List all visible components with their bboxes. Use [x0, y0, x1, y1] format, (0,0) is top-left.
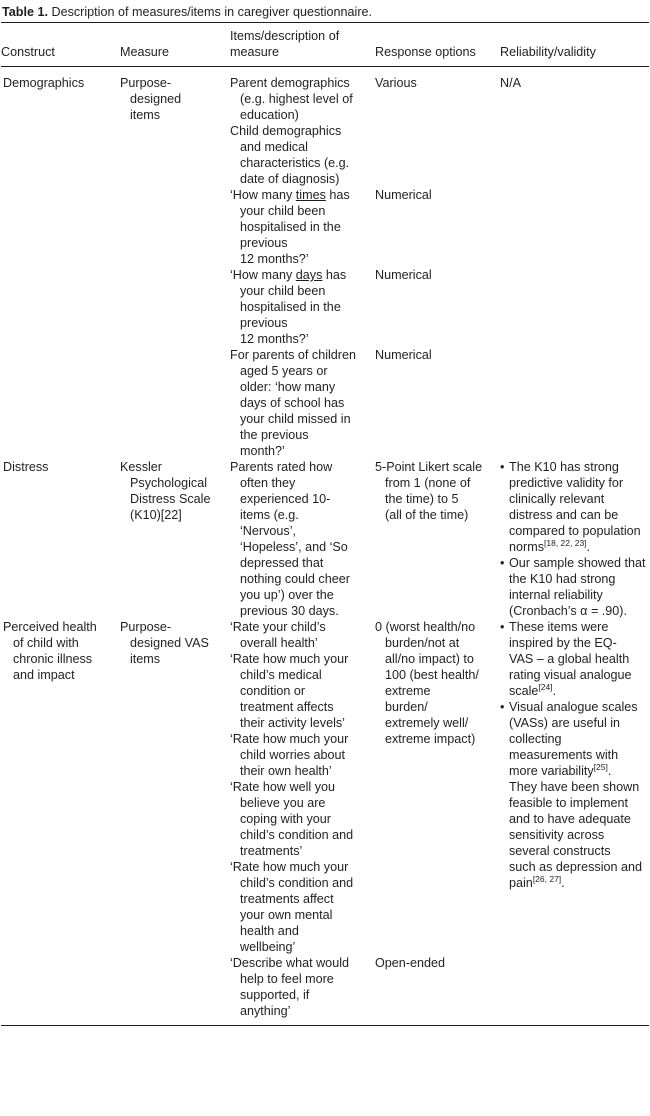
measures-table: [1, 22, 649, 1026]
construct-cell: Distress: [3, 460, 49, 474]
item-cell: ‘Rate how well you believe you are coping with your child’s condition and treatments’: [230, 780, 354, 858]
response-cell: Numerical: [375, 348, 432, 362]
construct-cell: Perceived health of child with chronic illness and impact: [3, 620, 97, 682]
item-cell: Child demographics and medical characteristics (e.g. date of diagnosis): [230, 124, 350, 186]
table-row: [1, 459, 649, 619]
item-cell: For parents of children aged 5 years or older: ‘how many days of school has your child missed in the previous month?’: [230, 348, 356, 458]
item-cell: Parents rated how often they experienced 10- items (e.g. ‘Nervous’, ‘Hopeless’, and ‘So depressed that nothing could cheer you up’) over the previous 30 days.: [230, 460, 350, 618]
header-items: Items/description of measure: [228, 23, 373, 67]
reliability-bullet: • These items were inspired by the EQ- VAS – a global health rating visual analogue scale[24].: [500, 619, 647, 699]
measure-cell: Kessler Psychological Distress Scale (K10)[22]: [120, 460, 211, 522]
caption-text: Description of measures/items in caregiver questionnaire.: [47, 5, 373, 19]
item-cell: ‘Describe what would help to feel more supported, if anything’: [230, 956, 349, 1018]
item-cell: ‘Rate how much your child’s medical condition or treatment affects their activity levels’: [230, 652, 349, 730]
header-construct: Construct: [1, 23, 118, 67]
response-cell: Numerical: [375, 188, 432, 202]
item-cell: ‘How many times has your child been hospitalised in the previous 12 months?’: [230, 188, 350, 266]
item-cell: Parent demographics (e.g. highest level of education): [230, 76, 353, 122]
reliability-bullet: • Our sample showed that the K10 had strong internal reliability (Cronbach’s α = .90).: [500, 555, 647, 619]
caption-label: Table 1.: [2, 5, 48, 19]
response-cell: 0 (worst health/no burden/not at all/no impact) to 100 (best health/ extreme burden/ extremely well/ extreme impact): [375, 620, 479, 746]
response-cell: Numerical: [375, 268, 432, 282]
table-row: [1, 619, 649, 651]
item-cell: ‘How many days has your child been hospitalised in the previous 12 months?’: [230, 268, 347, 346]
reliability-list: [500, 459, 647, 619]
table-caption: [0, 0, 650, 22]
response-cell: 5-Point Likert scale from 1 (none of the time) to 5 (all of the time): [375, 460, 483, 522]
construct-cell: Demographics: [3, 76, 85, 90]
header-reliability: Reliability/validity: [498, 23, 649, 67]
response-cell: Open-ended: [375, 956, 446, 970]
header-measure: Measure: [118, 23, 228, 67]
header-response: Response options: [373, 23, 498, 67]
reliability-bullet: • Visual analogue scales (VASs) are useful in collecting measurements with more variability[25]. They have been shown feasible to implement and to have adequate sensitivity across several constructs such as depression and pain[26, 27].: [500, 699, 647, 891]
item-cell: ‘Rate how much your child’s condition and treatments affect your own mental health and wellbeing’: [230, 860, 354, 954]
empty-cell: [498, 955, 649, 1026]
reliability-list: [500, 619, 647, 891]
item-cell: ‘Rate your child’s overall health’: [230, 620, 326, 650]
response-cell: Various: [375, 76, 417, 90]
table-row: [1, 67, 649, 124]
measure-cell: Purpose- designed items: [120, 76, 182, 122]
measure-cell: Purpose- designed VAS items: [120, 620, 209, 666]
item-cell: ‘Rate how much your child worries about their own health’: [230, 732, 349, 778]
reliability-cell: N/A: [500, 76, 521, 90]
reliability-bullet: • The K10 has strong predictive validity for clinically relevant distress and can be compared to population norms[18, 22, 23].: [500, 459, 647, 555]
table-header-row: [1, 23, 649, 67]
